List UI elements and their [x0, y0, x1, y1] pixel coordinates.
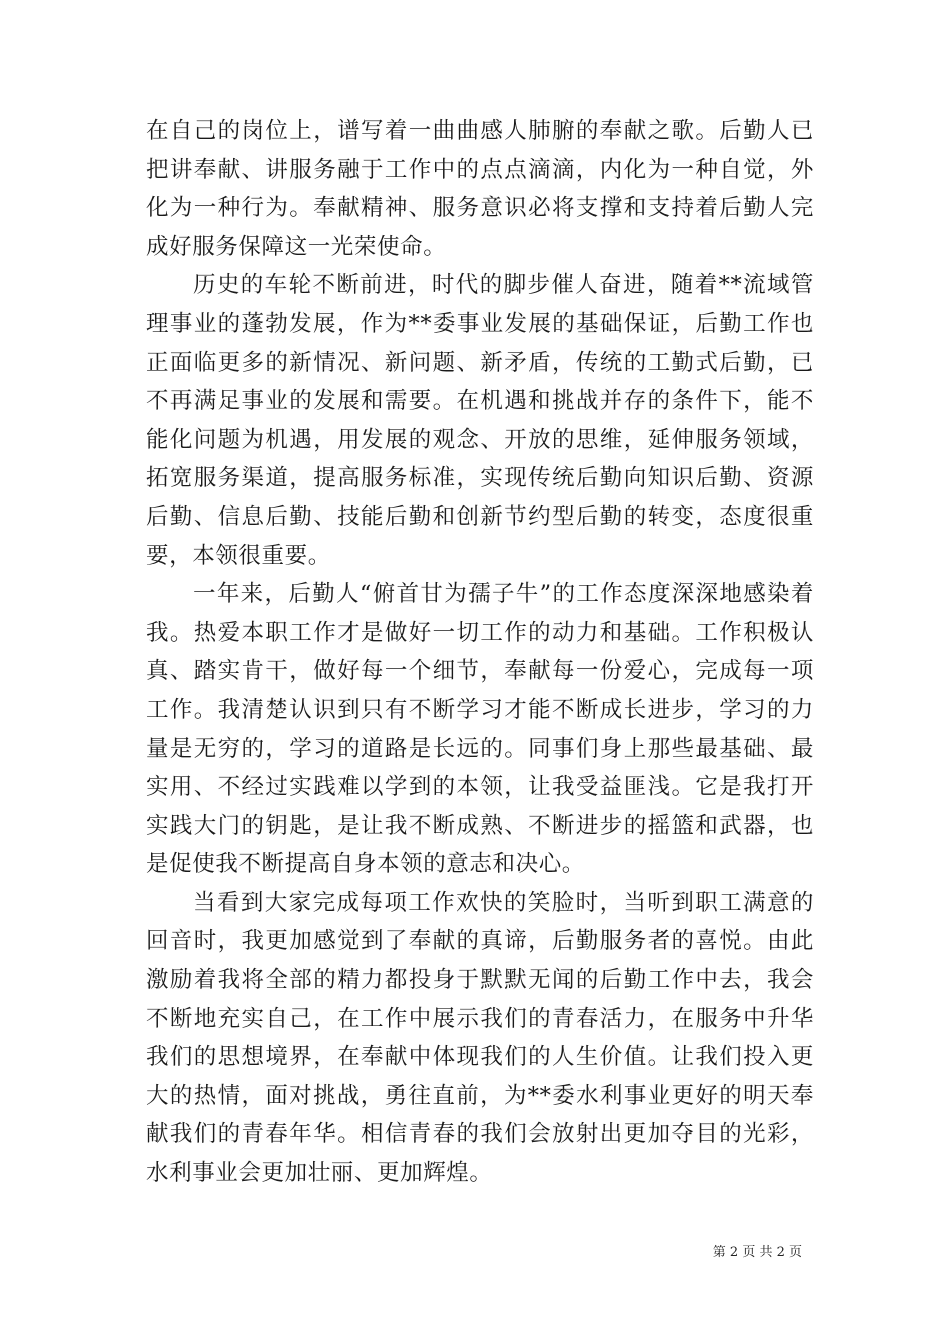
paragraph-conclusion: 当看到大家完成每项工作欢快的笑脸时，当听到职工满意的回音时，我更加感觉到了奉献的真谛，后勤服务者的喜悦。由此激励着我将全部的精力都投身于默默无闻的后勤工作中去，我会不断地充实自己，在工作中展示我们的青春活力，在服务中升华我们的思想境界，在奉献中体现我们的人生价值。让我们投入更大的热情，面对挑战，勇往直前，为**委水利事业更好的明天奉献我们的青春年华。相信青春的我们会放射出更加夺目的光彩，水利事业会更加壮丽、更加辉煌。: [146, 889, 814, 1187]
page-number-footer: 第 2 页 共 2 页: [712, 1245, 802, 1260]
paragraph-year-review: 一年来，后勤人“俯首甘为孺子牛”的工作态度深深地感染着我。热爱本职工作才是做好一切工作的动力和基础。工作积极认真、踏实肯干，做好每一个细节，奉献每一份爱心，完成每一项工作。我清楚认识到只有不断学习才能不断成长进步，学习的力量是无穷的，学习的道路是长远的。同事们身上那些最基础、最实用、不经过实践难以学到的本领，让我受益匪浅。它是我打开实践大门的钥匙，是让我不断成熟、不断进步的摇篮和武器，也是促使我不断提高自身本领的意志和决心。: [146, 581, 814, 878]
paragraph-history: 历史的车轮不断前进，时代的脚步催人奋进，随着**流域管理事业的蓬勃发展，作为**委事业发展的基础保证，后勤工作也正面临更多的新情况、新问题、新矛盾，传统的工勤式后勤，已不再满足事业的发展和需要。在机遇和挑战并存的条件下，能不能化问题为机遇，用发展的观念、开放的思维，延伸服务领域，拓宽服务渠道，提高服务标准，实现传统后勤向知识后勤、资源后勤、信息后勤、技能后勤和创新节约型后勤的转变，态度很重要，本领很重要。: [146, 272, 814, 569]
document-body: [146, 112, 814, 1193]
paragraph-continuation: 在自己的岗位上，谱写着一曲曲感人肺腑的奉献之歌。后勤人已把讲奉献、讲服务融于工作中的点点滴滴，内化为一种自觉，外化为一种行为。奉献精神、服务意识必将支撑和支持着后勤人完成好服务保障这一光荣使命。: [146, 118, 814, 260]
